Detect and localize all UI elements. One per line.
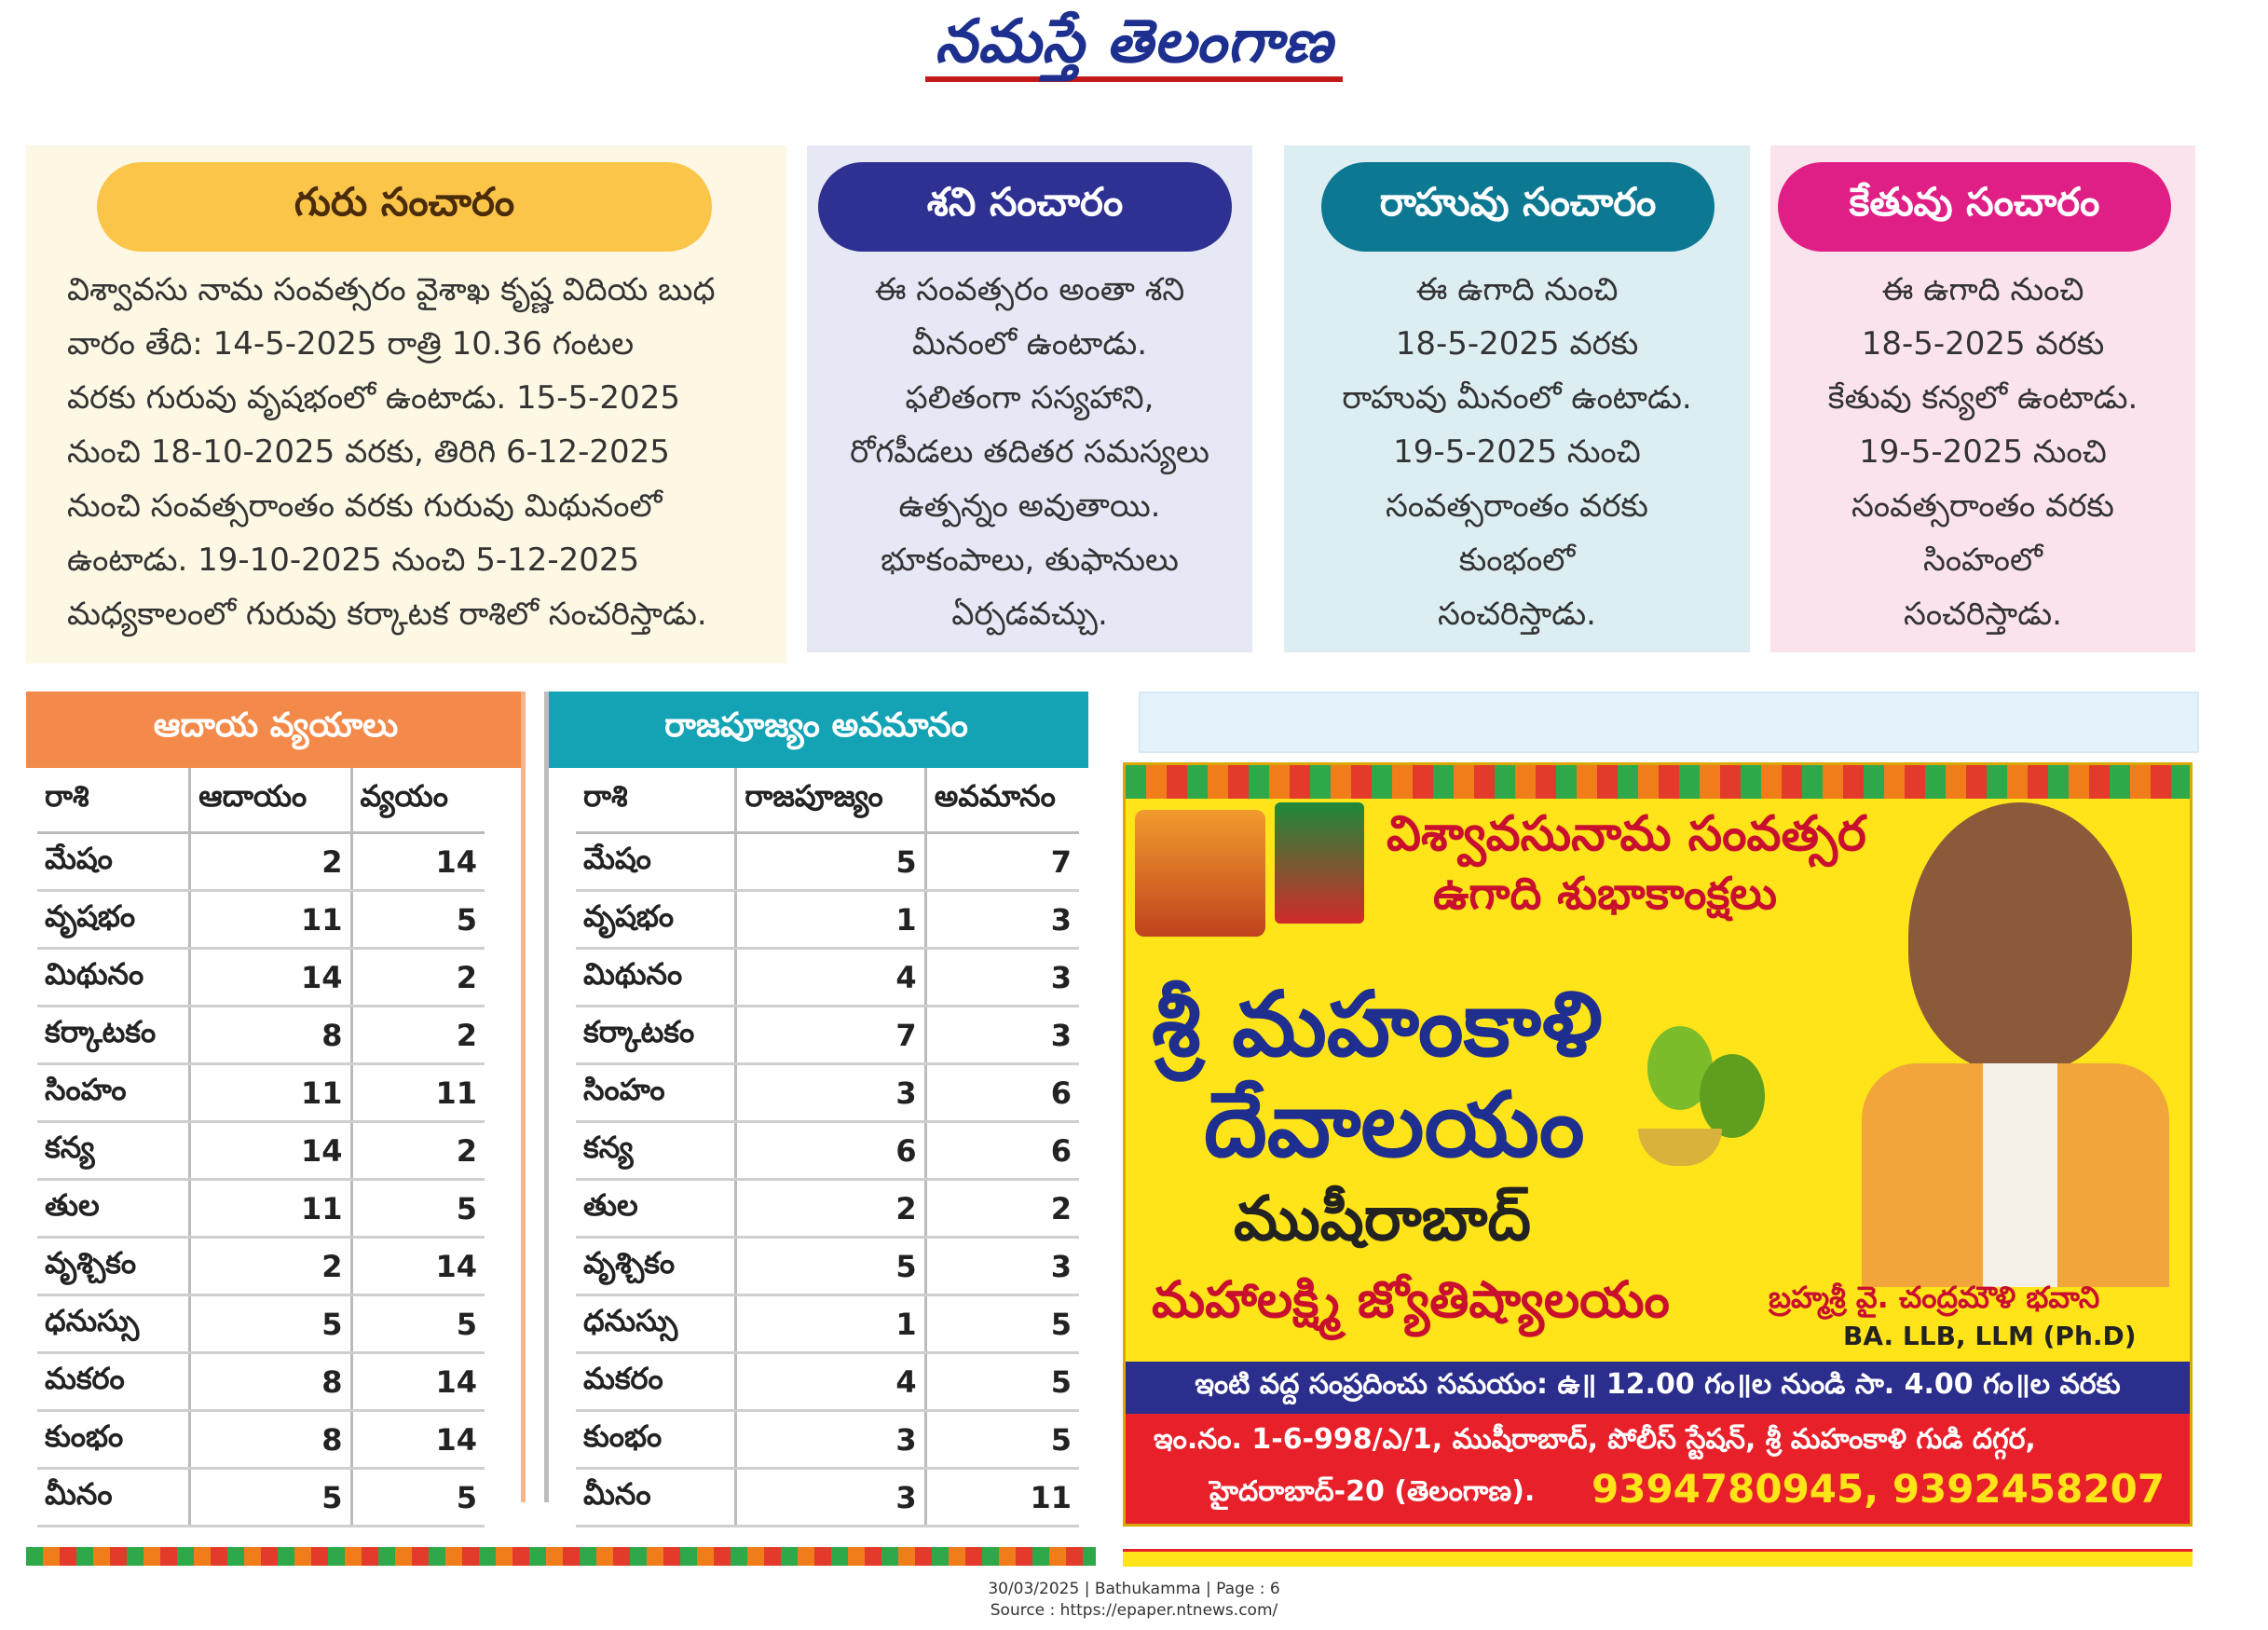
value-cell: 3 <box>925 949 1079 1007</box>
text-line: సింహంలో <box>1922 541 2043 579</box>
value-cell: 11 <box>190 1180 351 1238</box>
rashi-cell: ధనుస్సు <box>37 1295 190 1353</box>
rashi-cell: మకరం <box>576 1353 736 1411</box>
ketu-card-body <box>1770 263 2195 641</box>
guru-card <box>26 145 786 664</box>
rashi-cell: మీనం <box>37 1469 190 1527</box>
value-cell: 14 <box>351 1411 485 1469</box>
value-cell: 7 <box>736 1007 925 1064</box>
bottom-ad-strip <box>1123 1549 2193 1567</box>
rashi-cell: వృశ్చికం <box>37 1238 190 1295</box>
table-row <box>37 1180 485 1238</box>
table-row <box>576 1469 1079 1527</box>
guru-card-title: గురు సంచారం <box>97 162 712 252</box>
value-cell: 5 <box>736 1238 925 1295</box>
value-cell: 2 <box>925 1180 1079 1238</box>
ad-temple-name-line2: దేవాలయం <box>1204 1073 1585 1177</box>
table-row <box>576 1007 1079 1064</box>
text-line: ఏర్పడవచ్చు. <box>951 596 1108 633</box>
text-line: ఉంటాడు. 19-10-2025 నుంచి 5-12-2025 <box>67 541 640 579</box>
text-line: ఫలితంగా సస్యహాని, <box>905 379 1154 417</box>
value-cell: 2 <box>351 1122 485 1180</box>
table-row <box>576 1411 1079 1469</box>
text-line: 19-5-2025 నుంచి <box>1393 433 1641 471</box>
value-cell: 2 <box>190 1238 351 1295</box>
value-cell: 14 <box>190 949 351 1007</box>
ad-address-line1: ఇం.నం. 1-6-998/ఎ/1, ముషీరాబాద్, పోలీస్ స్టేషన్, శ్రీ మహంకాళి గుడి దగ్గర, <box>1154 1423 2036 1456</box>
text-line: ఈ సంవత్సరం అంతా శని <box>874 271 1185 308</box>
ad-greeting-line1: విశ్వావసునామ సంవత్సర <box>1387 806 1866 862</box>
honor-insult-table-title: రాజపూజ్యం అవమానం <box>544 692 1088 768</box>
value-cell: 6 <box>736 1122 925 1180</box>
value-cell: 5 <box>351 1469 485 1527</box>
value-cell: 5 <box>736 833 925 891</box>
shani-card <box>807 145 1252 652</box>
value-cell: 14 <box>190 1122 351 1180</box>
ad-greeting-line2: ఉగాది శుభాకాంక్షలు <box>1433 868 1778 920</box>
table-row <box>37 1411 485 1469</box>
table-row <box>576 949 1079 1007</box>
col-header: ఆదాయం <box>190 768 351 833</box>
value-cell: 8 <box>190 1353 351 1411</box>
ad-address-line2: హైదరాబాద్-20 (తెలంగాణ). <box>1209 1475 1536 1508</box>
text-line: నుంచి సంవత్సరాంతం వరకు గురువు మిథునంలో <box>67 487 663 525</box>
masthead-text: నమస్తే తెలంగాణ <box>925 7 1342 82</box>
rashi-cell: వృషభం <box>576 891 736 949</box>
value-cell: 7 <box>925 833 1079 891</box>
bottom-festoon-strip <box>26 1547 1096 1566</box>
goddess-image <box>1135 810 1265 937</box>
ad-person-degree: BA. LLB, LLM (Ph.D) <box>1843 1321 2137 1351</box>
rashi-cell: కర్కాటకం <box>37 1007 190 1064</box>
income-expense-table-title: ఆదాయ వ్యయాలు <box>26 692 526 768</box>
value-cell: 3 <box>736 1469 925 1527</box>
rashi-cell: సింహం <box>576 1064 736 1122</box>
value-cell: 5 <box>925 1295 1079 1353</box>
table-divider <box>521 692 526 1502</box>
income-expense-table <box>37 768 485 1527</box>
mango-leaf-image <box>1610 970 1806 1212</box>
text-line: సంవత్సరాంతం వరకు <box>1386 487 1648 525</box>
table-row <box>37 891 485 949</box>
value-cell: 4 <box>736 1353 925 1411</box>
value-cell: 11 <box>190 1064 351 1122</box>
value-cell: 3 <box>736 1411 925 1469</box>
table-row <box>37 1064 485 1122</box>
col-header: అవమానం <box>925 768 1079 833</box>
text-line: మధ్యకాలంలో గురువు కర్కాటక రాశిలో సంచరిస్తాడు. <box>67 596 707 633</box>
person-photo <box>1843 784 2179 1287</box>
col-header: రాశి <box>576 768 736 833</box>
table-row <box>576 1122 1079 1180</box>
table-row <box>576 1064 1079 1122</box>
text-line: భూకంపాలు, తుఫానులు <box>881 541 1179 579</box>
footer-source: Source : https://epaper.ntnews.com/ <box>990 1601 1278 1620</box>
value-cell: 1 <box>736 891 925 949</box>
value-cell: 2 <box>351 1007 485 1064</box>
text-line: కేతువు కన్యలో ఉంటాడు. <box>1827 379 2138 417</box>
value-cell: 4 <box>736 949 925 1007</box>
rashi-cell: తుల <box>576 1180 736 1238</box>
table-row <box>37 1007 485 1064</box>
table-row <box>576 1295 1079 1353</box>
value-cell: 2 <box>351 949 485 1007</box>
value-cell: 8 <box>190 1411 351 1469</box>
table-row <box>37 1353 485 1411</box>
guru-card-body <box>26 263 786 641</box>
ad-temple-name-line1: శ్రీ మహంకాళి <box>1152 972 1603 1076</box>
value-cell: 3 <box>925 891 1079 949</box>
table-row <box>37 949 485 1007</box>
rashi-cell: తుల <box>37 1180 190 1238</box>
col-header: రాశి <box>37 768 190 833</box>
text-line: సంవత్సరాంతం వరకు <box>1851 487 2114 525</box>
value-cell: 14 <box>351 1353 485 1411</box>
ad-address-block <box>1126 1414 2190 1527</box>
text-line: సంచరిస్తాడు. <box>1904 596 2062 633</box>
text-line: విశ్వావసు నామ సంవత్సరం వైశాఖ కృష్ణ విదియ బుధ <box>67 271 716 308</box>
value-cell: 6 <box>925 1064 1079 1122</box>
shani-card-body <box>807 263 1252 641</box>
value-cell: 5 <box>925 1411 1079 1469</box>
value-cell: 2 <box>190 833 351 891</box>
text-line: 18-5-2025 వరకు <box>1395 325 1639 363</box>
text-line: కుంభంలో <box>1458 541 1576 579</box>
table-row <box>37 1295 485 1353</box>
ad-person-name: బ్రహ్మశ్రీ వై. చంద్రమౌళి భవాని <box>1769 1280 2100 1315</box>
ad-phone-numbers: 9394780945, 9392458207 <box>1592 1466 2166 1512</box>
value-cell: 14 <box>351 1238 485 1295</box>
text-line: రోగపీడలు తదితర సమస్యలు <box>850 433 1209 471</box>
table-left-rule <box>544 692 549 1502</box>
value-cell: 3 <box>736 1064 925 1122</box>
rashi-cell: కుంభం <box>576 1411 736 1469</box>
footer-line1: 30/03/2025 | Bathukamma | Page : 6 <box>988 1580 1280 1598</box>
rashi-cell: కన్య <box>576 1122 736 1180</box>
value-cell: 3 <box>925 1007 1079 1064</box>
text-line: వరకు గురువు వృషభంలో ఉంటాడు. 15-5-2025 <box>67 379 680 417</box>
table-row <box>576 1238 1079 1295</box>
value-cell: 8 <box>190 1007 351 1064</box>
text-line: 18-5-2025 వరకు <box>1861 325 2105 363</box>
rashi-cell: కన్య <box>37 1122 190 1180</box>
value-cell: 3 <box>925 1238 1079 1295</box>
text-line: 19-5-2025 నుంచి <box>1859 433 2107 471</box>
table-row <box>37 1122 485 1180</box>
text-line: రాహువు మీనంలో ఉంటాడు. <box>1342 379 1692 417</box>
rashi-cell: మకరం <box>37 1353 190 1411</box>
value-cell: 11 <box>351 1064 485 1122</box>
rahu-card-body <box>1284 263 1750 641</box>
text-line: ఈ ఉగాది నుంచి <box>1415 271 1619 308</box>
rashi-cell: మేషం <box>37 833 190 891</box>
rahu-card <box>1284 145 1750 652</box>
text-line: నుంచి 18-10-2025 వరకు, తిరిగి 6-12-2025 <box>67 433 670 471</box>
text-line: ఉత్పన్నం అవుతాయి. <box>898 487 1161 525</box>
text-line: వారం తేది: 14-5-2025 రాత్రి 10.36 గంటల <box>67 325 635 363</box>
ad-astrology-center: మహాలక్ష్మి జ్యోతిష్యాలయం <box>1152 1270 1670 1329</box>
table-row <box>37 1238 485 1295</box>
value-cell: 2 <box>736 1180 925 1238</box>
rashi-cell: మేషం <box>576 833 736 891</box>
rahu-card-title: రాహువు సంచారం <box>1321 162 1715 252</box>
col-header: వ్యయం <box>351 768 485 833</box>
table-row <box>576 1180 1079 1238</box>
value-cell: 11 <box>190 891 351 949</box>
temple-advertisement <box>1123 762 2193 1527</box>
rashi-cell: మిథునం <box>576 949 736 1007</box>
value-cell: 5 <box>925 1353 1079 1411</box>
text-line: మీనంలో ఉంటాడు. <box>911 325 1148 363</box>
table-row <box>576 833 1079 891</box>
honor-insult-table <box>576 768 1079 1527</box>
value-cell: 6 <box>925 1122 1079 1180</box>
ad-place: ముషీరాబాద్ <box>1234 1183 1531 1254</box>
rashi-cell: మిథునం <box>37 949 190 1007</box>
shani-card-title: శని సంచారం <box>818 162 1232 252</box>
masthead-logo <box>0 7 2268 90</box>
table-row <box>37 1469 485 1527</box>
ad-timing-bar: ఇంటి వద్ద సంప్రదించు సమయం: ఉ॥ 12.00 గం॥ల నుండి సా. 4.00 గం॥ల వరకు <box>1126 1362 2190 1414</box>
value-cell: 5 <box>351 1295 485 1353</box>
value-cell: 14 <box>351 833 485 891</box>
ketu-card-title: కేతువు సంచారం <box>1778 162 2171 252</box>
rashi-cell: వృషభం <box>37 891 190 949</box>
ad-top-bar <box>1139 692 2199 753</box>
rashi-cell: సింహం <box>37 1064 190 1122</box>
value-cell: 5 <box>190 1295 351 1353</box>
value-cell: 5 <box>351 891 485 949</box>
ketu-card <box>1770 145 2195 652</box>
rashi-cell: కుంభం <box>37 1411 190 1469</box>
table-row <box>576 1353 1079 1411</box>
rashi-cell: ధనుస్సు <box>576 1295 736 1353</box>
value-cell: 1 <box>736 1295 925 1353</box>
income-expense-table-block <box>26 692 526 1527</box>
value-cell: 5 <box>190 1469 351 1527</box>
table-row <box>576 891 1079 949</box>
text-line: సంచరిస్తాడు. <box>1438 596 1596 633</box>
deity-image <box>1275 802 1364 924</box>
value-cell: 5 <box>351 1180 485 1238</box>
rashi-cell: కర్కాటకం <box>576 1007 736 1064</box>
text-line: ఈ ఉగాది నుంచి <box>1881 271 2084 308</box>
honor-insult-table-block <box>544 692 1088 1527</box>
rashi-cell: మీనం <box>576 1469 736 1527</box>
table-row <box>37 833 485 891</box>
rashi-cell: వృశ్చికం <box>576 1238 736 1295</box>
value-cell: 11 <box>925 1469 1079 1527</box>
col-header: రాజపూజ్యం <box>736 768 925 833</box>
